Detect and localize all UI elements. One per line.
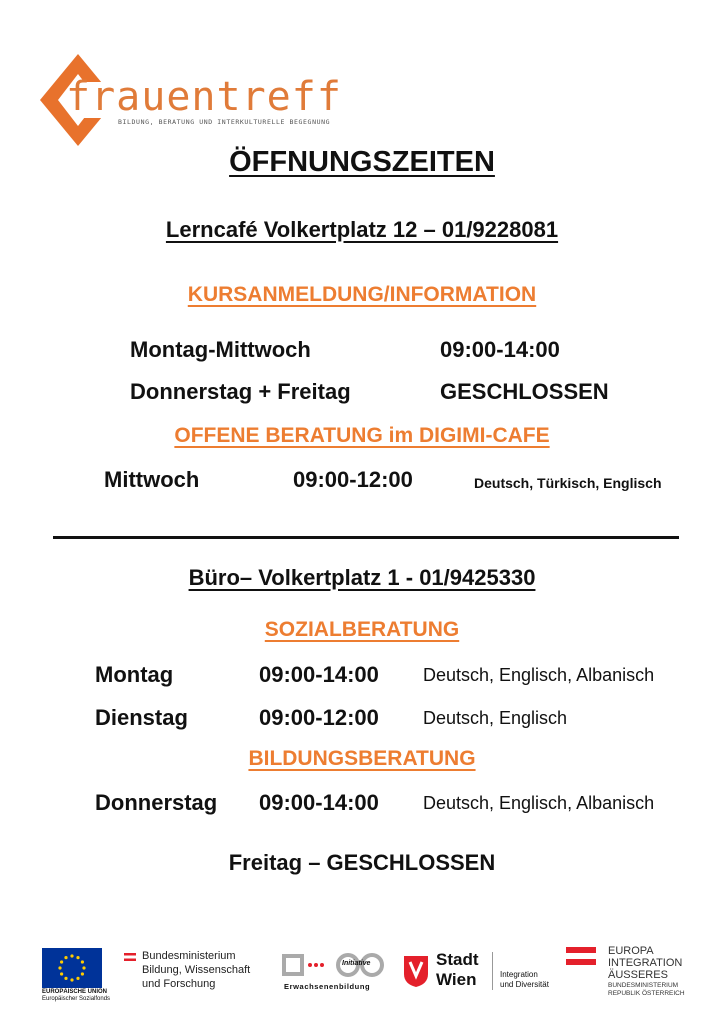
schedule-time: GESCHLOSSEN	[440, 379, 609, 404]
kursanmeldung-heading: KURSANMELDUNG/INFORMATION	[187, 283, 537, 306]
republik-label: REPUBLIK ÖSTERREICH	[608, 990, 685, 997]
logo-tagline: BILDUNG, BERATUNG UND INTERKULTURELLE BEGEGNUNG	[118, 118, 331, 126]
schedule-day: Montag-Mittwoch	[130, 337, 311, 362]
wien-divider	[492, 952, 493, 990]
stadt-wien-logo	[402, 950, 552, 996]
bildungsberatung-heading: BILDUNGSBERATUNG	[248, 747, 476, 770]
bmbwf-logo	[124, 950, 264, 996]
schedule-day: Dienstag	[95, 705, 188, 730]
frauentreff-logo	[38, 52, 342, 148]
eu-label: EUROPÄISCHE UNION	[42, 989, 108, 995]
schedule-time: 09:00-12:00	[259, 705, 379, 730]
schedule-languages: Deutsch, Türkisch, Englisch	[474, 475, 662, 491]
schedule-languages: Deutsch, Englisch, Albanisch	[423, 793, 655, 813]
wien-label: Wien	[436, 970, 477, 989]
schedule-day: Mittwoch	[104, 467, 200, 492]
sozialberatung-heading: SOZIALBERATUNG	[264, 618, 460, 641]
lerncafe-location: Lerncafé Volkertplatz 12 – 01/9228081	[165, 217, 559, 242]
bmbwf-line1: Bundesministerium	[142, 950, 236, 962]
integration-label: INTEGRATION	[608, 957, 683, 969]
initiative-sub: Erwachsenenbildung	[284, 982, 371, 991]
schedule-time: 09:00-14:00	[440, 337, 560, 362]
austria-flag-icon	[566, 947, 596, 965]
wien-shield-icon	[402, 954, 430, 988]
wien-sub2: und Diversität	[500, 980, 549, 989]
offene-beratung-heading: OFFENE BERATUNG im DIGIMI-CAFE	[174, 424, 550, 447]
schedule-day: Donnerstag	[95, 790, 218, 815]
buero-location: Büro– Volkertplatz 1 - 01/9425330	[188, 565, 536, 590]
schedule-day: Montag	[95, 662, 174, 687]
initiative-logo	[282, 952, 392, 996]
eu-flag-icon	[42, 948, 102, 988]
bmbwf-line2: Bildung, Wissenschaft	[142, 964, 251, 976]
schedule-time: 09:00-12:00	[293, 467, 413, 492]
friday-closed: Freitag – GESCHLOSSEN	[228, 850, 496, 875]
austria-flag-icon	[124, 953, 136, 961]
schedule-languages: Deutsch, Englisch, Albanisch	[423, 665, 655, 685]
eu-logo	[42, 948, 116, 1004]
initiative-label: Initiative	[342, 960, 371, 967]
bmbwf-line3: und Forschung	[142, 978, 216, 990]
bmeia-logo	[566, 945, 706, 1001]
schedule-time: 09:00-14:00	[259, 790, 379, 815]
stadt-label: Stadt	[436, 950, 479, 969]
schedule-day: Donnerstag + Freitag	[130, 379, 351, 404]
aeusseres-label: ÄUSSERES	[608, 969, 668, 981]
page-title: ÖFFNUNGSZEITEN	[229, 146, 495, 178]
schedule-time: 09:00-14:00	[259, 662, 379, 687]
ministerium-label: BUNDESMINISTERIUM	[608, 982, 679, 989]
wien-sub1: Integration	[500, 970, 538, 979]
europa-label: EUROPA	[608, 945, 654, 957]
section-divider	[53, 536, 679, 539]
logo-wordmark: frauentreff	[66, 74, 342, 120]
schedule-languages: Deutsch, Englisch	[423, 708, 568, 728]
esf-label: Europäischer Sozialfonds	[42, 996, 111, 1002]
